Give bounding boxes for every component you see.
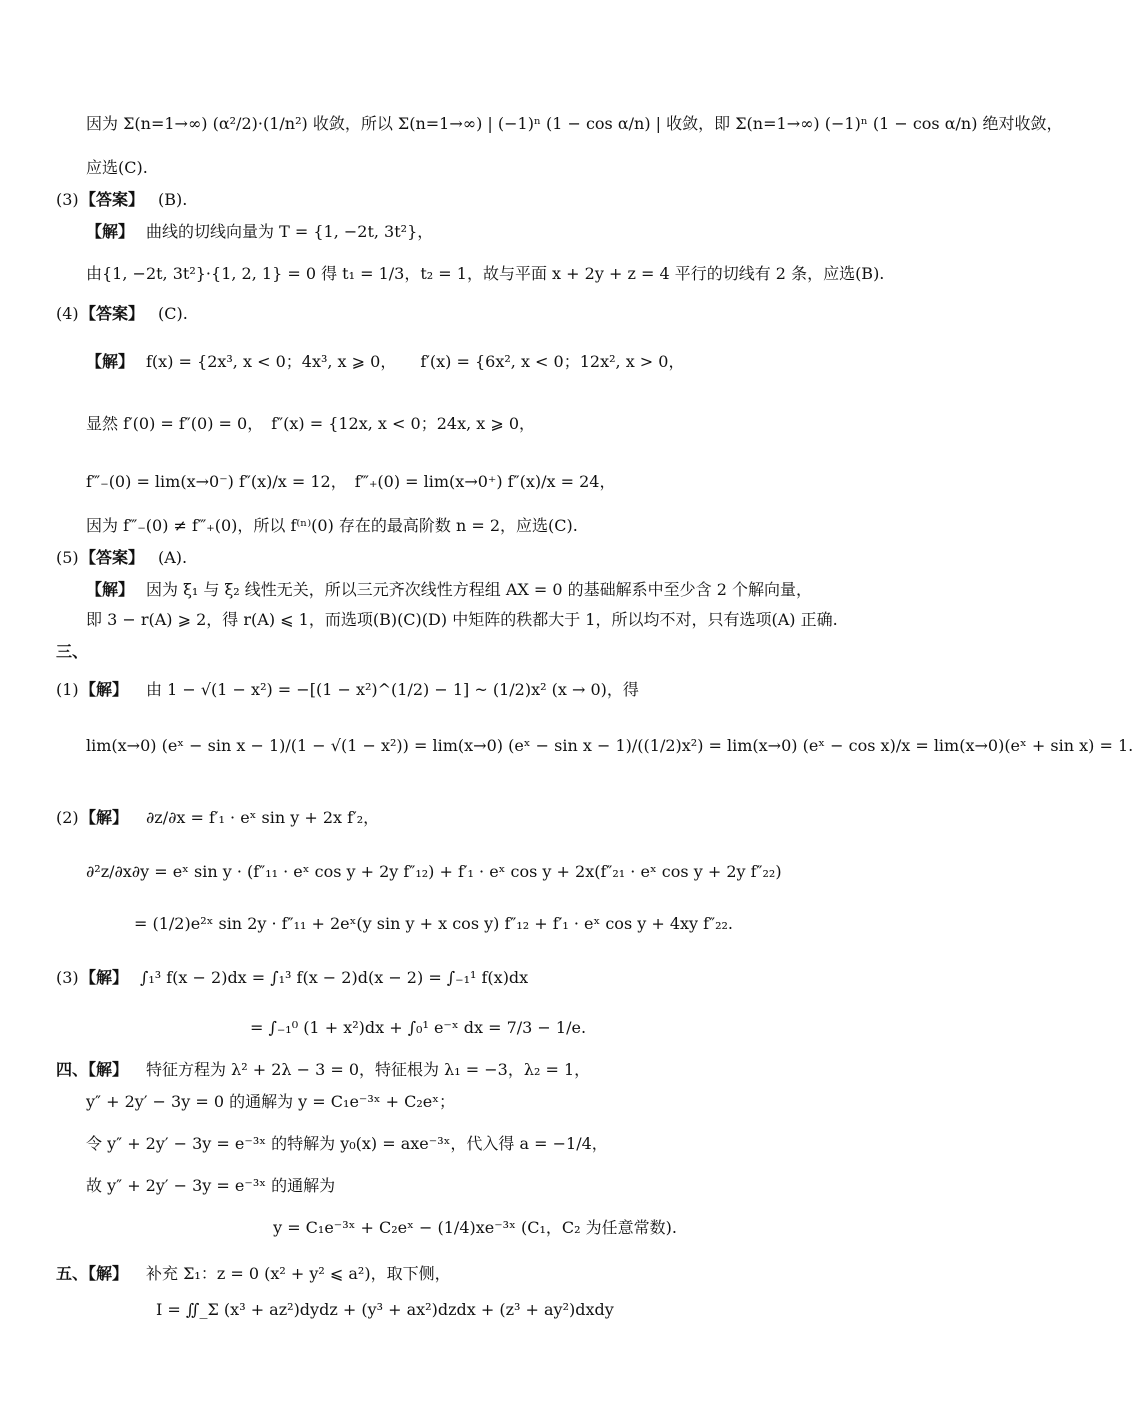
text-line-l17: ∂z/∂x = f′₁ · eˣ sin y + 2x f′₂， [146,808,380,827]
text-line-l28: I = ∬_Σ (x³ + az²)dydz + (y³ + ax²)dzdx + (z³ + ay²)dxdy [156,1300,614,1319]
solution-label: 【解】 [86,352,135,371]
text-line-l26: y = C₁e⁻³ˣ + C₂eˣ − (1/4)xe⁻³ˣ (C₁，C₂ 为任意常数). [273,1218,677,1237]
section-heading-solution: 五、【解】 [56,1264,129,1283]
item-number: (2) [56,808,79,827]
item-number: (3) [56,190,79,209]
text-line-l08: 显然 f′(0) = f″(0) = 0， f″(x) = {12x, x < 0；24x, x ⩾ 0， [86,414,536,433]
text-line-l15: 由 1 − √(1 − x²) = −[(1 − x²)^(1/2) − 1] ~ (1/2)x² (x → 0)，得 [146,680,639,699]
text-line-l02: 应选(C). [86,158,148,177]
text-line-l05: 由{1, −2t, 3t²}·{1, 2, 1} = 0 得 t₁ = 1/3，t₂ = 1，故与平面 x + 2y + z = 4 平行的切线有 2 条，应选(B). [86,264,885,283]
answer-label: 【答案】 [80,190,145,209]
text-line-l25: 故 y″ + 2y′ − 3y = e⁻³ˣ 的通解为 [86,1176,336,1195]
solution-label: 【解】 [80,968,129,987]
text-line-l22: 特征方程为 λ² + 2λ − 3 = 0，特征根为 λ₁ = −3，λ₂ = 1， [146,1060,591,1079]
item-number: (4) [56,304,79,323]
section-heading-solution: 四、【解】 [56,1060,129,1079]
answer-value: (B). [158,190,188,209]
text-line-l24: 令 y″ + 2y′ − 3y = e⁻³ˣ 的特解为 y₀(x) = axe⁻³ˣ，代入得 a = −1/4， [86,1134,608,1153]
text-line-l07: f(x) = {2x³, x < 0；4x³, x ⩾ 0， f′(x) = {6x², x < 0；12x², x > 0， [146,352,685,371]
answer-value: (C). [158,304,188,323]
text-line-l27: 补充 Σ₁：z = 0 (x² + y² ⩽ a²)，取下侧， [146,1264,451,1283]
section-heading: 三、 [56,642,89,661]
answer-value: (A). [158,548,188,567]
solution-label: 【解】 [86,222,135,241]
solution-label: 【解】 [80,680,129,699]
text-line-l04: 曲线的切线向量为 T = {1, −2t, 3t²}， [146,222,434,241]
text-line-l18: ∂²z/∂x∂y = eˣ sin y · (f″₁₁ · eˣ cos y + 2y f″₁₂) + f′₁ · eˣ cos y + 2x(f″₂₁ · eˣ cos y + 2y f″₂₂) [86,862,782,881]
solution-label: 【解】 [86,580,135,599]
text-line-l21: = ∫₋₁⁰ (1 + x²)dx + ∫₀¹ e⁻ˣ dx = 7/3 − 1/e. [250,1018,587,1037]
answer-label: 【答案】 [80,304,145,323]
text-line-l19: = (1/2)e²ˣ sin 2y · f″₁₁ + 2eˣ(y sin y + x cos y) f″₁₂ + f′₁ · eˣ cos y + 4xy f″₂₂. [134,914,733,933]
text-line-l10: 因为 f‴₋(0) ≠ f‴₊(0)，所以 f⁽ⁿ⁾(0) 存在的最高阶数 n = 2，应选(C). [86,516,578,535]
item-number: (5) [56,548,79,567]
answer-label: 【答案】 [80,548,145,567]
solution-label: 【解】 [80,808,129,827]
text-line-l12: 因为 ξ₁ 与 ξ₂ 线性无关，所以三元齐次线性方程组 AX = 0 的基础解系中至少含 2 个解向量， [146,580,813,599]
text-line-l01: 因为 Σ(n=1→∞) (α²/2)·(1/n²) 收敛，所以 Σ(n=1→∞) | (−1)ⁿ (1 − cos α/n) | 收敛，即 Σ(n=1→∞) (−1)ⁿ (1 − cos α/n) 绝对收敛， [86,114,1063,133]
item-number: (1) [56,680,79,699]
text-line-l13: 即 3 − r(A) ⩾ 2，得 r(A) ⩽ 1，而选项(B)(C)(D) 中矩阵的秩都大于 1，所以均不对，只有选项(A) 正确. [86,610,838,629]
text-line-l23: y″ + 2y′ − 3y = 0 的通解为 y = C₁e⁻³ˣ + C₂eˣ； [86,1092,456,1111]
item-number: (3) [56,968,79,987]
text-line-l20: ∫₁³ f(x − 2)dx = ∫₁³ f(x − 2)d(x − 2) = ∫₋₁¹ f(x)dx [140,968,529,987]
text-line-l16: lim(x→0) (eˣ − sin x − 1)/(1 − √(1 − x²)) = lim(x→0) (eˣ − sin x − 1)/((1/2)x²) = lim(x→0) (eˣ − cos x)/x = lim(x→0)(eˣ + sin x) = 1. [86,736,1133,755]
text-line-l09: f‴₋(0) = lim(x→0⁻) f″(x)/x = 12， f‴₊(0) = lim(x→0⁺) f″(x)/x = 24， [86,472,616,491]
